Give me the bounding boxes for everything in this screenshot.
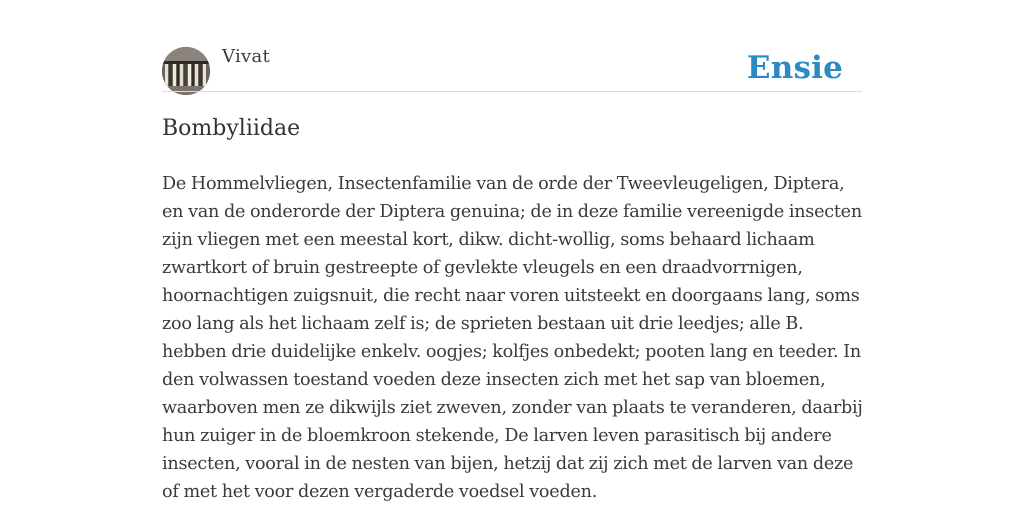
brand-logo[interactable]: Ensie — [746, 50, 843, 86]
source-name[interactable]: Vivat — [222, 46, 271, 67]
article-body: De Hommelvliegen, Insectenfamilie van de orde der Tweevleugeligen, Diptera, en van de onderorde der Diptera genuina; de in deze familie vereenigde insecten zijn vliegen met een meestal kort, dikw. dicht-wollig, soms behaard lichaam zwartkort of bruin gestreepte of gevlekte vleugels en een draadvorrnigen, hoornachtigen zuigsnuit, die recht naar voren uitsteekt en doorgaans lang, soms zoo lang als het lichaam zelf is; de sprieten bestaan uit drie leedjes; alle B. hebben drie duidelijke enkelv. oogjes; kolfjes onbedekt; pooten lang en teeder. In den volwassen toestand voeden deze insecten zich met het sap van bloemen, waarboven men ze dikwijls ziet zweven, zonder van plaats te veranderen, daarbij hun zuiger in de bloemkroon stekende, De larven leven parasitisch bij andere insecten, vooral in de nesten van bijen, hetzij dat zij zich met de larven van deze of met het voor dezen vergaderde voedsel voeden. — [162, 174, 863, 502]
source-avatar[interactable] — [162, 47, 210, 95]
page-title: Bombyliidae — [162, 116, 301, 141]
bookshelf-icon — [162, 47, 210, 95]
header-divider — [162, 91, 862, 92]
